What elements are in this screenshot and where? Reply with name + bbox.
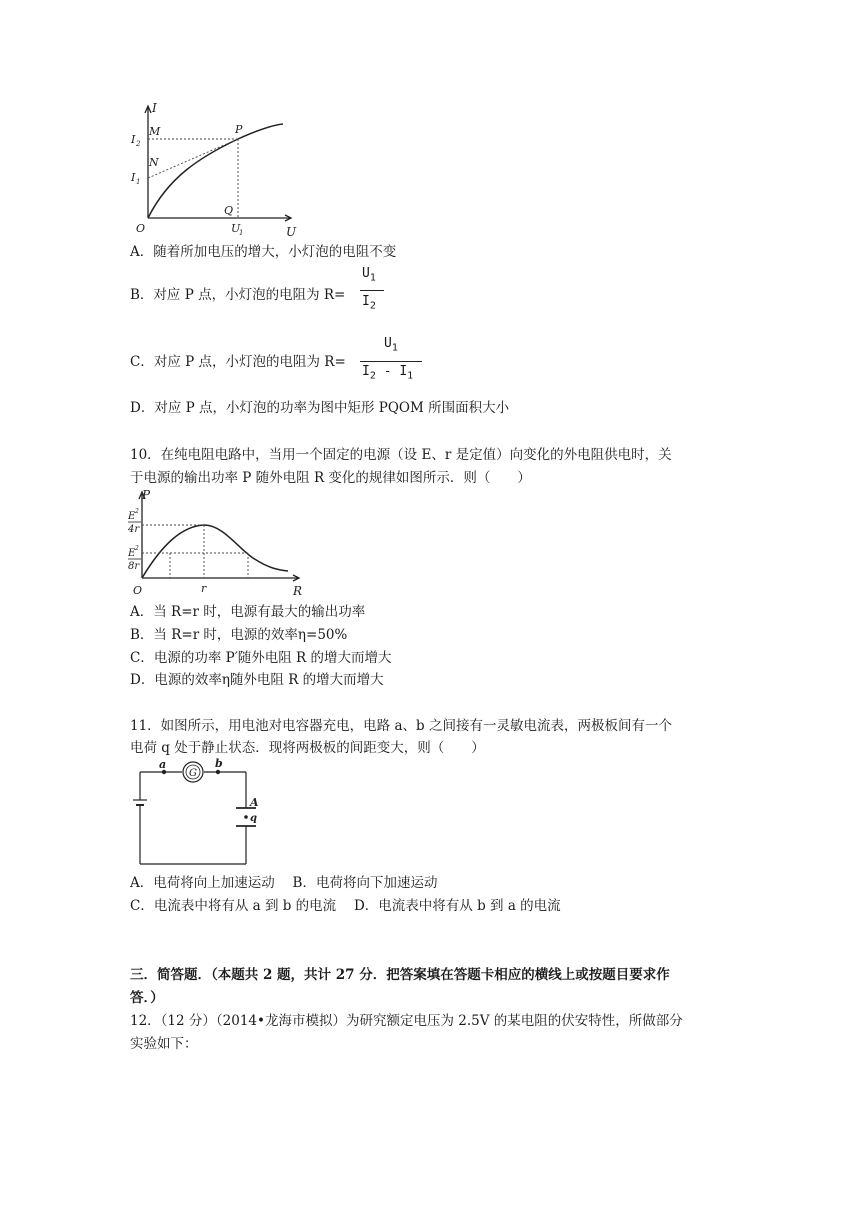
- pr-graph: [128, 488, 308, 600]
- frac-c-den: I: [362, 364, 370, 379]
- origin-label: O: [136, 222, 146, 235]
- i1-label: I: [131, 171, 136, 184]
- q10-option-a: A．当 R=r 时，电源有最大的输出功率: [130, 604, 366, 620]
- i1-sub: 1: [136, 178, 141, 186]
- p-axis-label: P: [142, 488, 151, 502]
- q-label: Q: [224, 204, 234, 217]
- node-a-label: a: [159, 758, 167, 771]
- frac-c-den-sub1: 2: [369, 370, 376, 382]
- mid-num-label: E: [128, 548, 136, 559]
- q11-stem-line2: 电荷 q 处于静止状态．现将两极板的间距变大，则（ ）: [130, 740, 485, 756]
- frac-c-den-minus: - I: [383, 364, 408, 379]
- capacitor-circuit: [130, 758, 270, 868]
- q9-option-d: D．对应 P 点，小灯泡的功率为图中矩形 PQOM 所围面积大小: [130, 400, 510, 416]
- frac-b-den-sub: 2: [369, 300, 376, 312]
- frac-c-num-sub: 1: [391, 342, 398, 354]
- charge-q: [244, 815, 248, 819]
- y-axis-label: I: [152, 101, 157, 115]
- frac-b-num-sub: 1: [369, 272, 376, 284]
- mid-den-label: 8r: [128, 561, 140, 572]
- q9-option-c: C．对应 P 点，小灯泡的电阻为 R=: [130, 354, 346, 370]
- q10-option-c: C．电源的功率 P′随外电阻 R 的增大而增大: [130, 650, 392, 666]
- m-label: M: [149, 125, 161, 138]
- node-b-label: b: [215, 758, 223, 770]
- q12-stem-line2: 实验如下：: [130, 1036, 198, 1052]
- charge-q-label: q: [250, 813, 257, 824]
- top-num-label: E: [128, 511, 136, 522]
- q11-stem-line1: 11．如图所示，用电池对电容器充电，电路 a、b 之间接有一灵敏电流表，两极板间有一个: [130, 718, 672, 734]
- top-num-sup: 2: [135, 508, 139, 515]
- origin-label: O: [133, 584, 143, 597]
- q11-option-ab: A．电荷将向上加速运动 B．电荷将向下加速运动: [130, 875, 438, 891]
- galvanometer-label: G: [189, 768, 197, 779]
- i2-sub: 2: [136, 140, 141, 148]
- plate-a-label: A: [250, 796, 259, 809]
- p-label: P: [235, 123, 243, 136]
- q12-stem-line1: 12．（12 分）（2014•龙海市模拟）为研究额定电压为 2.5V 的某电阻的伏安特性，所做部分: [130, 1013, 683, 1029]
- frac-c-den-sub2: 1: [407, 370, 414, 382]
- frac-b-num: U: [362, 266, 370, 281]
- top-den-label: 4r: [128, 524, 140, 535]
- r-axis-label: R: [293, 584, 303, 598]
- q10-stem-line1: 10．在纯电阻电路中，当用一个固定的电源（设 E、r 是定值）向变化的外电阻供电时，关: [130, 447, 672, 463]
- mid-num-sup: 2: [135, 545, 139, 552]
- q9-option-b: B．对应 P 点，小灯泡的电阻为 R=: [130, 287, 346, 303]
- iu-graph: [128, 98, 308, 240]
- r-tick-label: r: [201, 582, 207, 595]
- frac-b-den: I: [362, 294, 370, 309]
- q11-option-cd: C．电流表中将有从 a 到 b 的电流 D．电流表中将有从 b 到 a 的电流: [130, 898, 561, 914]
- x-axis-label: U: [286, 225, 297, 239]
- section3-heading-line2: 答．）: [130, 990, 164, 1006]
- q10-option-d: D．电源的效率η随外电阻 R 的增大而增大: [130, 672, 384, 688]
- frac-c-num: U: [384, 336, 392, 351]
- i2-label: I: [131, 133, 136, 146]
- u1-label: U: [231, 222, 241, 235]
- section3-heading-line1: 三．简答题．（本题共 2 题，共计 27 分．把答案填在答题卡相应的横线上或按题目要求作: [130, 967, 670, 983]
- u1-sub: 1: [239, 229, 244, 237]
- q10-stem-line2: 于电源的输出功率 P 随外电阻 R 变化的规律如图所示．则（ ）: [130, 470, 531, 486]
- q10-option-b: B．当 R=r 时，电源的效率η=50%: [130, 627, 348, 643]
- node-b: [216, 770, 220, 774]
- n-label: N: [149, 156, 159, 169]
- q9-option-a: A．随着所加电压的增大，小灯泡的电阻不变: [130, 244, 397, 260]
